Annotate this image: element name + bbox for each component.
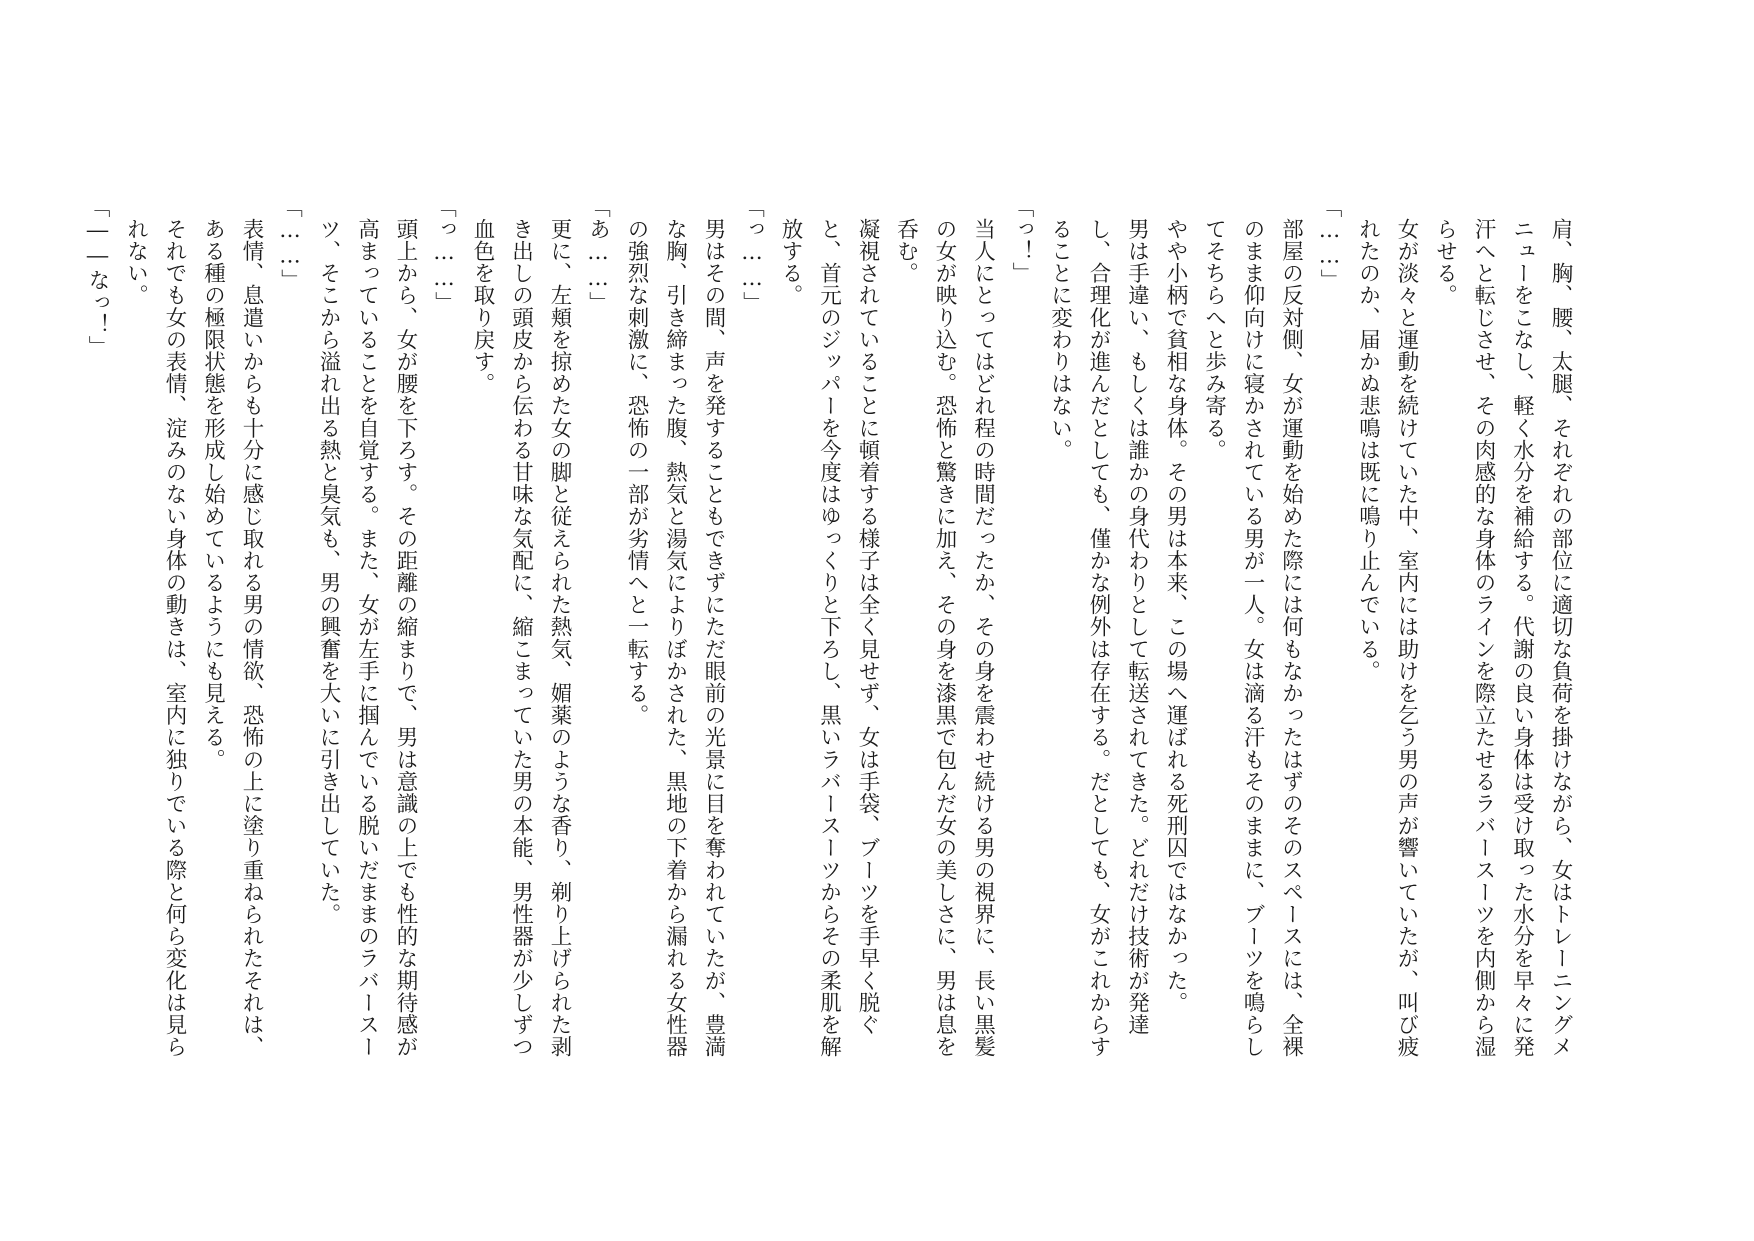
narration-paragraph: やや小柄で貧相な身体。その男は本来、この場へ運ばれる死刑囚ではなかった。 (1163, 217, 1188, 1014)
narration-paragraph: 表情、息遣いからも十分に感じ取れる男の情欲、恐怖の上に塗り重ねられたそれは、ある種の極限状態を形成し始めているようにも見える。 (200, 217, 264, 1058)
narration-paragraph: 男はその間、声を発することもできずにただ眼前の光景に目を奪われていたが、豊満な胸、引き締まった腹、熱気と湯気によりぼかされた、黒地の下着から漏れる女性器の強烈な刺激に、恐怖の一部が劣情へと一転する。 (624, 217, 726, 1058)
dialogue-line: 「あ……」 (585, 196, 611, 314)
narration-paragraph: 凝視されていることに頓着する様子は全く見せず、女は手袋、ブーツを手早く脱ぐと、首元のジッパーを今度はゆっくりと下ろし、黒いラバースーツからその柔肌を解放する。 (778, 217, 880, 1058)
narration-paragraph: 女が淡々と運動を続けていた中、室内には助けを乞う男の声が響いていたが、叫び疲れたのか、届かぬ悲鳴は既に鳴り止んでいる。 (1355, 217, 1419, 1058)
dialogue-line: 「っ！」 (1009, 196, 1034, 285)
narration-paragraph: 更に、左頬を掠めた女の脚と従えられた熱気、媚薬のような香り、剃り上げられた剥き出しの頭皮から伝わる甘味な気配に、縮こまっていた男の本能、男性器が少しずつ血色を取り戻す。 (470, 217, 572, 1058)
narration-paragraph: 部屋の反対側、女が運動を始めた際には何もなかったはずのそのスペースには、全裸のまま仰向けに寝かされている男が一人。女は滴る汗もそのままに、ブーツを鳴らしてそちらへと歩み寄る。 (1201, 217, 1304, 1058)
vertical-text-body (85, 196, 1579, 1076)
dialogue-line: 「――なっ！」 (85, 196, 110, 358)
narration-paragraph: それでも女の表情、淀みのない身体の動きは、室内に独りでいる際と何ら変化は見られない。 (123, 217, 187, 1058)
narration-paragraph: 肩、胸、腰、太腿、それぞれの部位に適切な負荷を掛けながら、女はトレーニングメニューをこなし、軽く水分を補給する。代謝の良い身体は受け取った水分を早々に発汗へと転じさせ、その肉感的な身体のラインを際立たせるラバースーツを内側から湿らせる。 (1432, 217, 1573, 1058)
narration-paragraph: 当人にとってはどれ程の時間だったか、その身を震わせ続ける男の視界に、長い黒髪の女が映り込む。恐怖と驚きに加え、その身を漆黒で包んだ女の美しさに、男は息を呑む。 (893, 217, 996, 1058)
narration-paragraph: 男は手違い、もしくは誰かの身代わりとして転送されてきた。どれだけ技術が発達し、合理化が進んだとしても、僅かな例外は存在する。だとしても、女がこれからすることに変わりはない。 (1047, 217, 1150, 1058)
dialogue-line: 「っ……」 (431, 196, 457, 314)
dialogue-line: 「っ……」 (739, 196, 765, 314)
dialogue-line: 「……」 (1317, 196, 1342, 292)
narration-paragraph: 頭上から、女が腰を下ろす。その距離の縮まりで、男は意識の上でも性的な期待感が高まっていることを自覚する。また、女が左手に掴んでいる脱いだままのラバースーツ、そこから溢れ出る熱と臭気も、男の興奮を大いに引き出していた。 (316, 217, 418, 1058)
dialogue-line: 「……」 (277, 196, 303, 292)
